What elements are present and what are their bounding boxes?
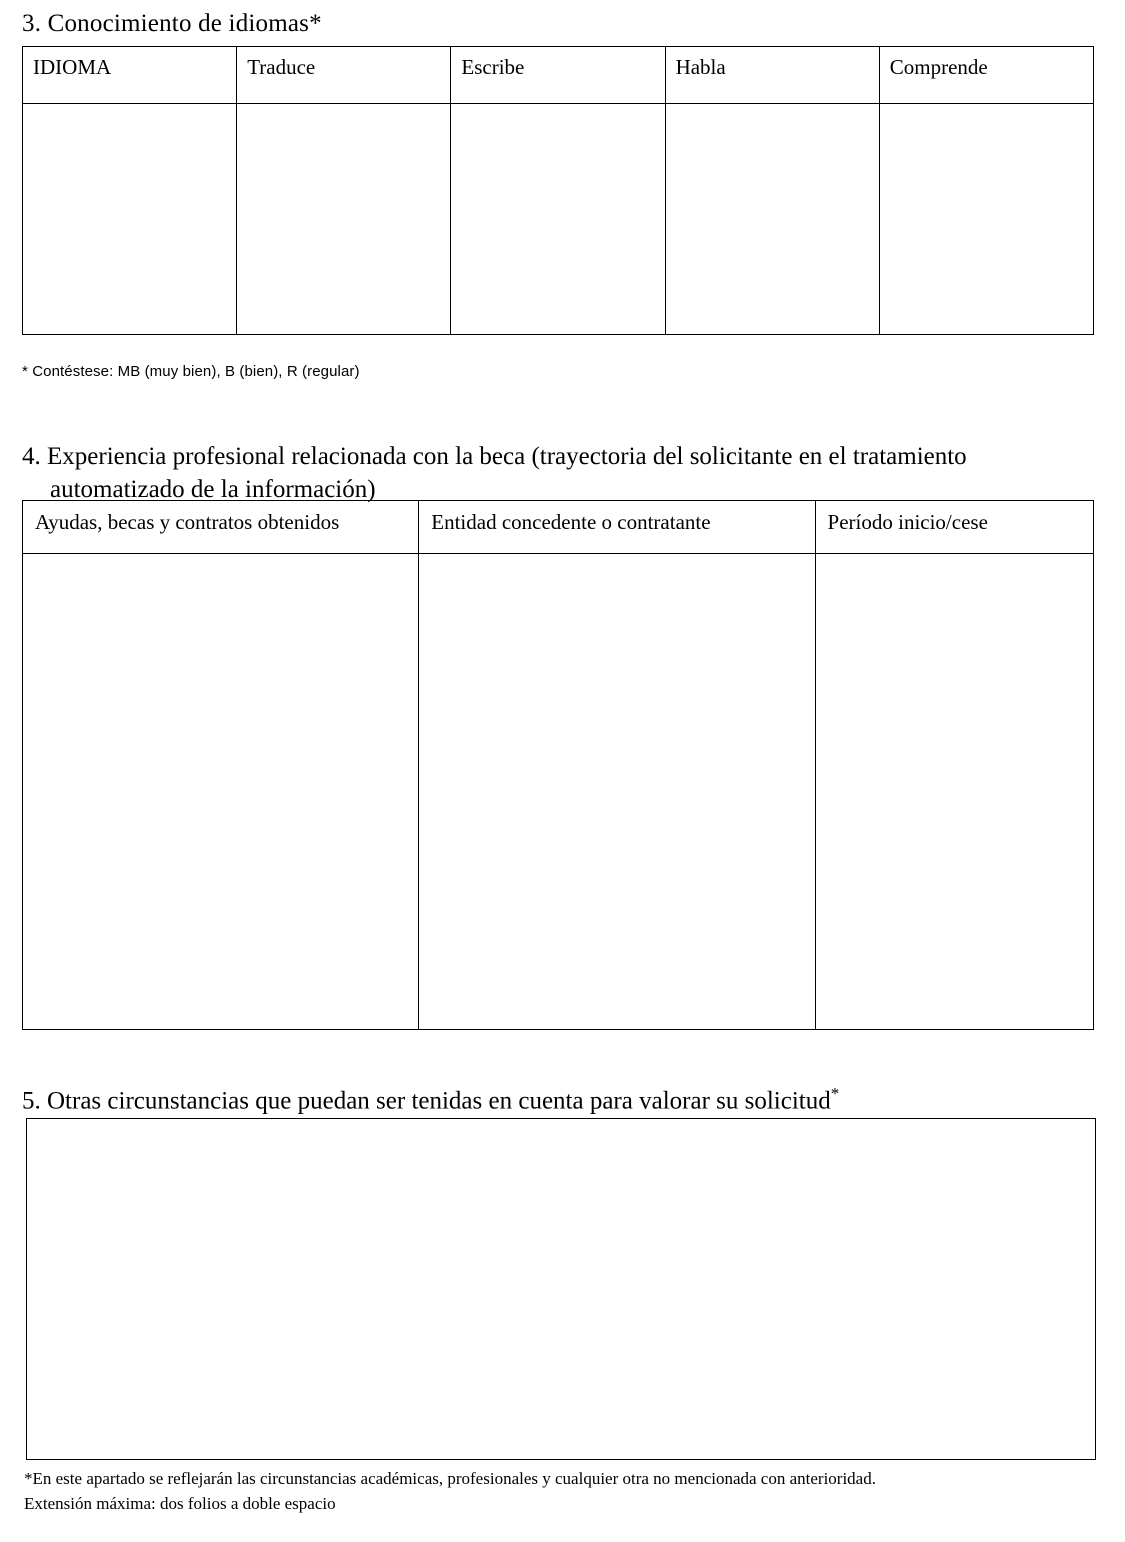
section-5-footnote-line1: *En este apartado se reflejarán las circunstancias académicas, profesionales y cualquier otra no mencionada con anterioridad.	[24, 1469, 876, 1488]
table-row	[23, 104, 1094, 335]
section-3-footnote: * Contéstese: MB (muy bien), B (bien), R (regular)	[22, 363, 360, 380]
table-row	[23, 554, 1094, 1030]
cell-idioma[interactable]	[23, 104, 237, 335]
cell-ayudas[interactable]	[23, 554, 419, 1030]
cell-habla[interactable]	[665, 104, 879, 335]
section-5-footnote-line2: Extensión máxima: dos folios a doble espacio	[24, 1494, 336, 1513]
column-header-traduce: Traduce	[237, 47, 451, 104]
section-4-heading-line1: 4. Experiencia profesional relacionada con la beca (trayectoria del solicitante en el tratamiento	[22, 443, 967, 470]
cell-traduce[interactable]	[237, 104, 451, 335]
section-3-heading: 3. Conocimiento de idiomas*	[22, 10, 322, 37]
table-header-row	[23, 47, 1094, 104]
section-5-footnote	[24, 1466, 1104, 1516]
column-header-periodo: Período inicio/cese	[815, 501, 1093, 554]
column-header-idioma: IDIOMA	[23, 47, 237, 104]
cell-entidad[interactable]	[419, 554, 815, 1030]
column-header-entidad: Entidad concedente o contratante	[419, 501, 815, 554]
column-header-comprende: Comprende	[879, 47, 1093, 104]
section-5-heading-text: 5. Otras circunstancias que puedan ser tenidas en cuenta para valorar su solicitud	[22, 1087, 831, 1115]
cell-comprende[interactable]	[879, 104, 1093, 335]
other-circumstances-textarea[interactable]	[26, 1118, 1096, 1460]
section-4-heading-line2: automatizado de la información)	[50, 476, 376, 503]
experience-table	[22, 500, 1094, 1030]
table-header-row	[23, 501, 1094, 554]
column-header-habla: Habla	[665, 47, 879, 104]
section-5-heading	[22, 1084, 839, 1115]
languages-table	[22, 46, 1094, 335]
cell-periodo[interactable]	[815, 554, 1093, 1030]
section-5-heading-marker: *	[830, 1084, 840, 1103]
cell-escribe[interactable]	[451, 104, 665, 335]
section-4-heading	[22, 440, 1102, 506]
column-header-escribe: Escribe	[451, 47, 665, 104]
column-header-ayudas: Ayudas, becas y contratos obtenidos	[23, 501, 419, 554]
